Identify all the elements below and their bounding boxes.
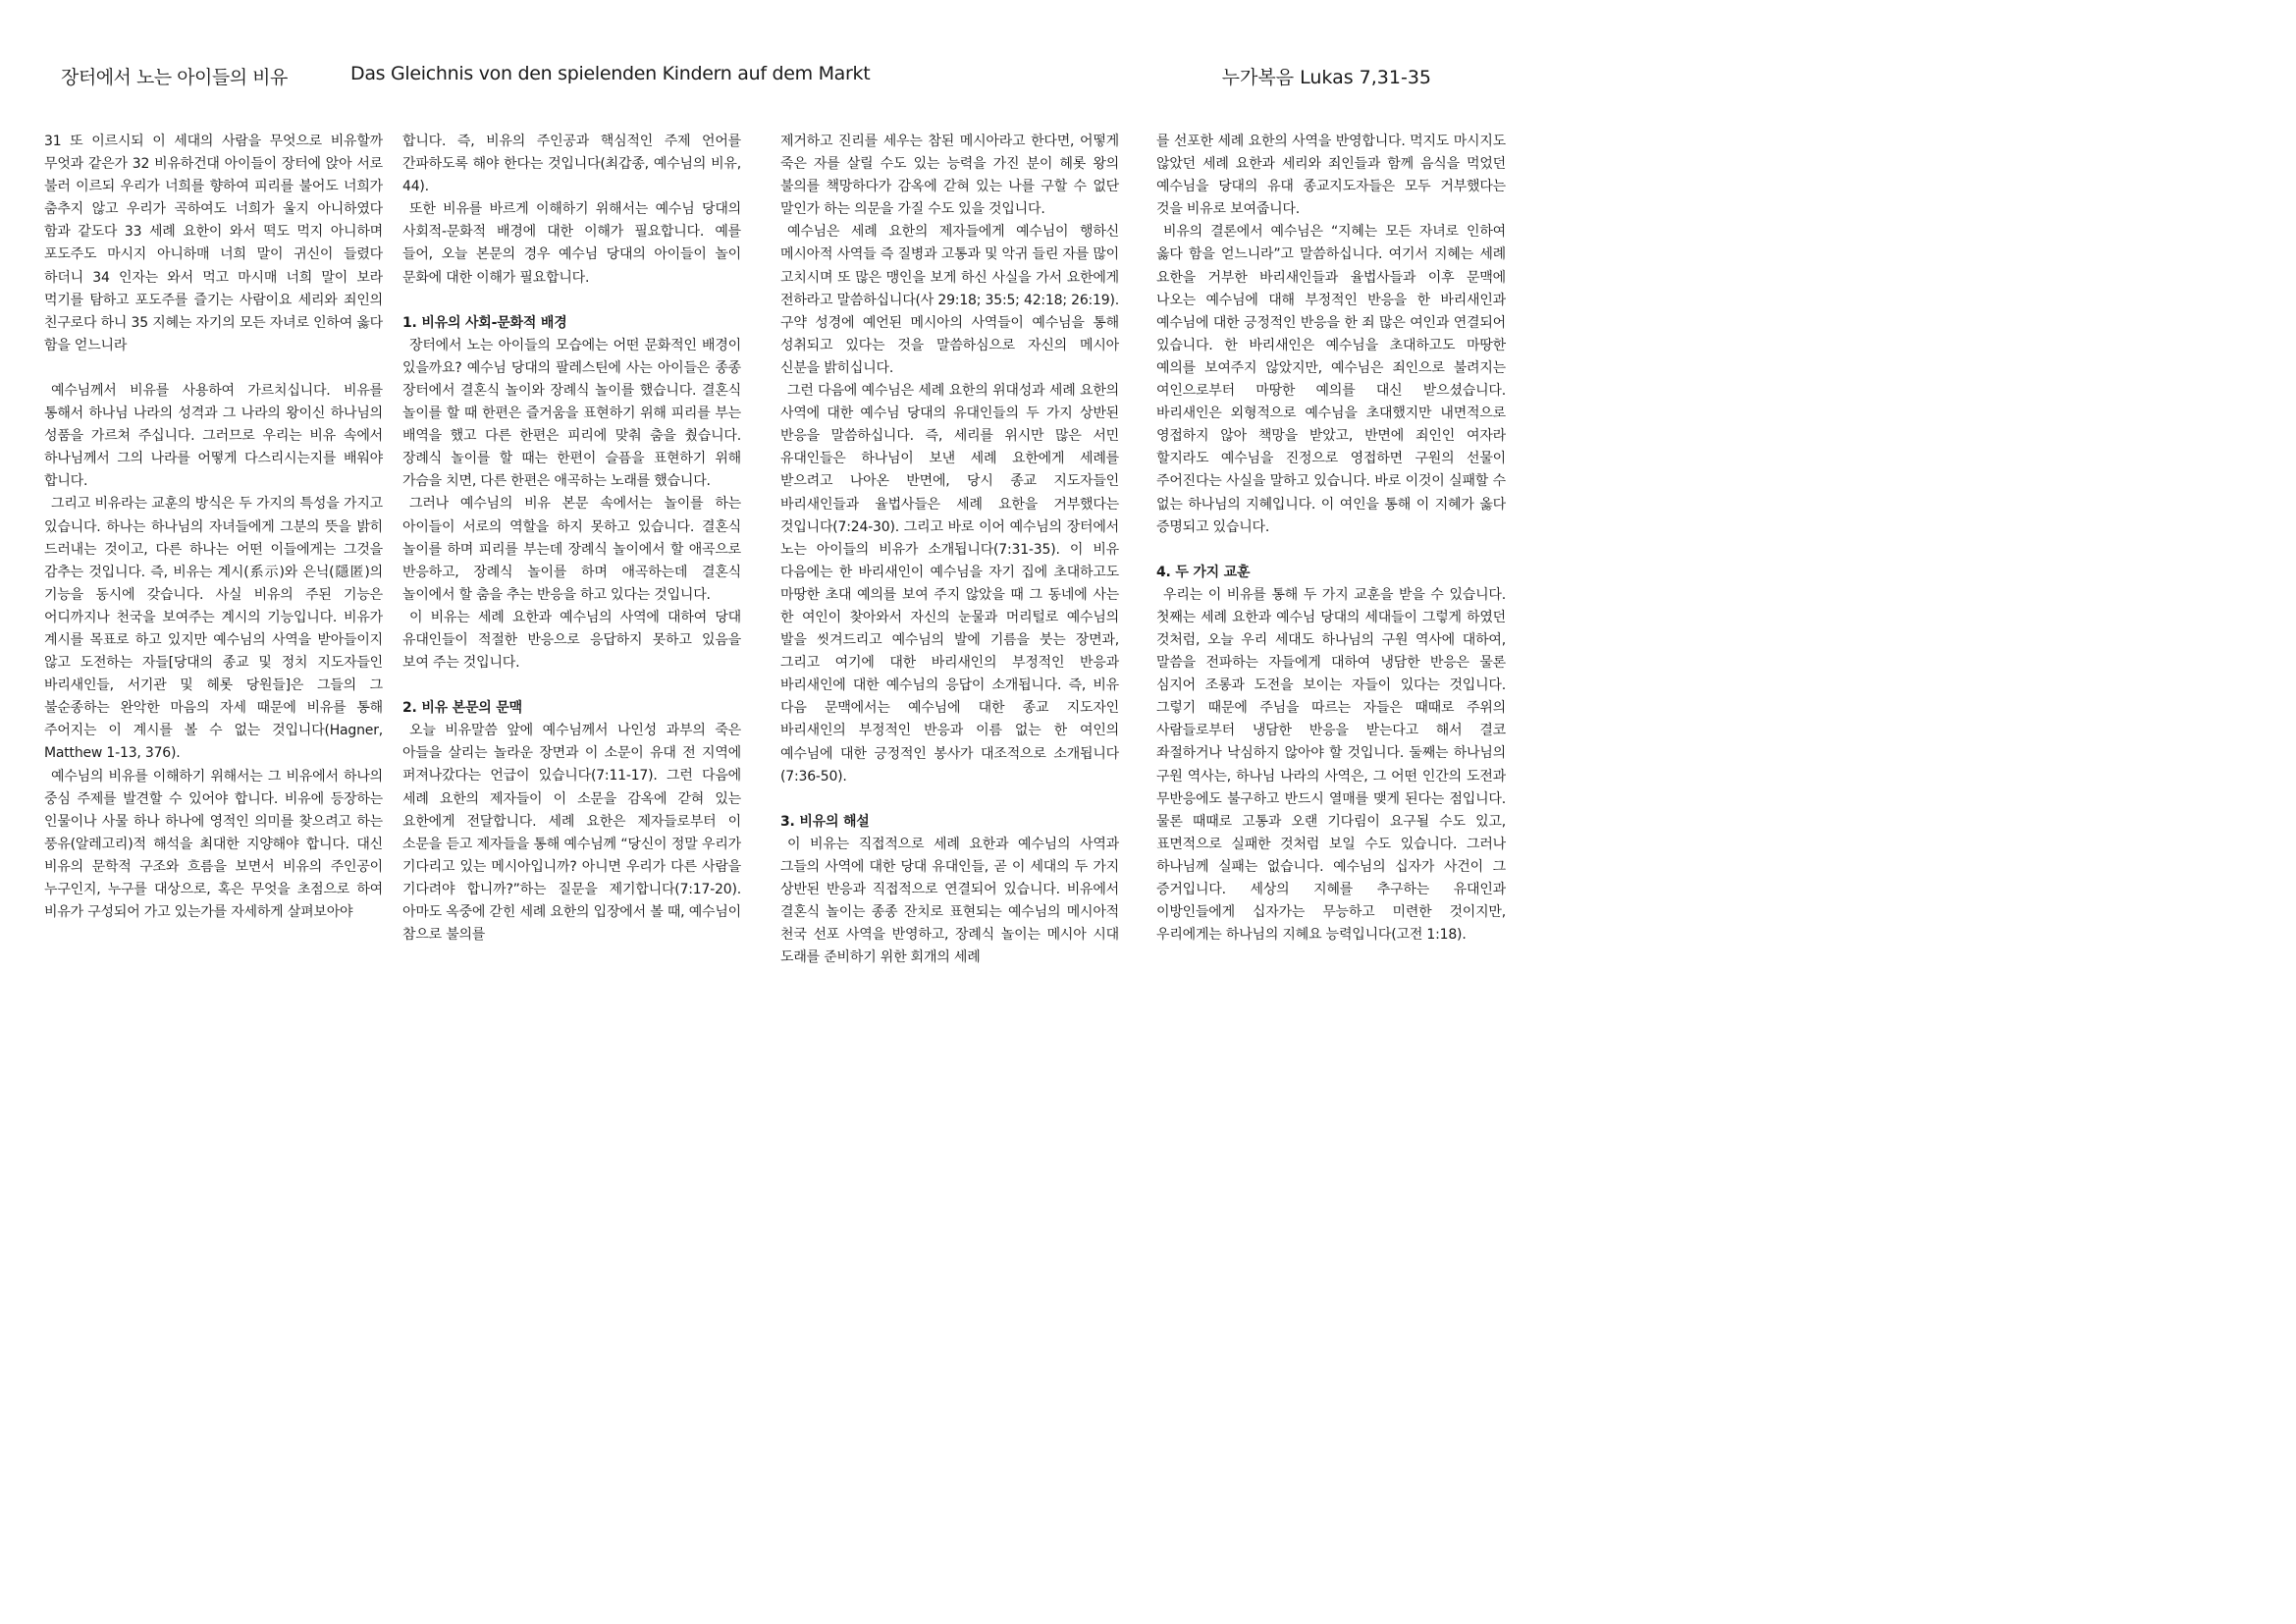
paragraph: 를 선포한 세례 요한의 사역을 반영합니다. 먹지도 마시지도 않았던 세례 요한과 세리와 죄인들과 함께 음식을 먹었던 예수님을 당대의 유대 종교지도자들은 모두 거부했다는 것을 비유로 보여줍니다.	[1156, 134, 1506, 218]
title-german: Das Gleichnis von den spielenden Kindern auf dem Markt	[350, 63, 871, 84]
paragraph: 예수님께서 비유를 사용하여 가르치십니다. 비유를 통해서 하나님 나라의 성격과 그 나라의 왕이신 하나님의 성품을 가르쳐 주십니다. 그러므로 우리는 비유 속에서 하나님께서 그의 나라를 어떻게 다스리시는지를 배워야 합니다.	[44, 382, 383, 490]
scripture-reference: 누가복음 Lukas 7,31-35	[1221, 67, 1431, 88]
paragraph: 그리고 비유라는 교훈의 방식은 두 가지의 특성을 가지고 있습니다. 하나는 하나님의 자녀들에게 그분의 뜻을 밝히 드러내는 것이고, 다른 하나는 어떤 이들에게는 그것을 감추는 것입니다. 즉, 비유는 계시(系示)와 은닉(隱匿)의 기능을 동시에 갖습니다. 사실 비유의 주된 기능은 어디까지나 천국을 보여주는 계시의 기능입니다. 비유가 계시를 목표로 하고 있지만 예수님의 사역을 받아들이지 않고 도전하는 자들[당대의 종교 및 정치 지도자들인 바리새인들, 서기관 및 헤롯 당원들]은 그들의 그 불순종하는 완악한 마음의 자세 때문에 비유를 통해 주어지는 이 계시를 볼 수 없는 것입니다(Hagner, Matthew 1-13, 376).	[44, 496, 383, 762]
paragraph: 또한 비유를 바르게 이해하기 위해서는 예수님 당대의 사회적-문화적 배경에 대한 이해가 필요합니다. 예를 들어, 오늘 본문의 경우 예수님 당대의 아이들이 놀이 문화에 대한 이해가 필요합니다.	[402, 201, 741, 286]
paragraph: 합니다. 즉, 비유의 주인공과 핵심적인 주제 언어를 간파하도록 해야 한다는 것입니다(최갑종, 예수님의 비유, 44).	[402, 134, 741, 195]
paragraph: 제거하고 진리를 세우는 참된 메시아라고 한다면, 어떻게 죽은 자를 살릴 수도 있는 능력을 가진 분이 헤롯 왕의 불의를 책망하다가 감옥에 갇혀 있는 나를 구할 수 없단 말인가 하는 의문을 가질 수도 있을 것입니다.	[780, 134, 1119, 218]
column-1	[44, 131, 383, 924]
section-heading-4: 4. 두 가지 교훈	[1156, 564, 1251, 580]
paragraph: 그런 다음에 예수님은 세례 요한의 위대성과 세례 요한의 사역에 대한 예수님 당대의 유대인들의 두 가지 상반된 반응을 말씀하십니다. 즉, 세리를 위시만 많은 서민 유대인들은 하나님이 보낸 세례 요한에게 세례를 받으려고 나아온 반면에, 당시 종교 지도자들인 바리새인들과 율법사들은 세례 요한을 거부했다는 것입니다(7:24-30). 그리고 바로 이어 예수님의 장터에서 노는 아이들의 비유가 소개됩니다(7:31-35). 이 비유 다음에는 한 바리새인이 예수님을 자기 집에 초대하고도 마땅한 초대 예의를 보여 주지 않았을 때 그 동네에 사는 한 여인이 찾아와서 자신의 눈물과 머리털로 예수님의 발을 씻겨드리고 예수님의 발에 기름을 붓는 장면과, 그리고 여기에 대한 바리새인의 부정적인 반응과 바리새인에 대한 예수님의 응답이 소개됩니다. 즉, 비유 다음 문맥에서는 예수님에 대한 종교 지도자인 바리새인의 부정적인 반응과 이름 없는 한 여인의 예수님에 대한 긍정적인 봉사가 대조적으로 소개됩니다(7:36-50).	[780, 383, 1119, 785]
paragraph: 오늘 비유말씀 앞에 예수님께서 나인성 과부의 죽은 아들을 살리는 놀라운 장면과 이 소문이 유대 전 지역에 퍼져나갔다는 언급이 있습니다(7:11-17). 그런 다음에 세례 요한의 제자들이 이 소문을 감옥에 갇혀 있는 요한에게 전달합니다. 세례 요한은 제자들로부터 이 소문을 듣고 제자들을 통해 예수님께 “당신이 정말 우리가 기다리고 있는 메시아입니까? 아니면 우리가 다른 사람을 기다려야 합니까?”하는 질문을 제기합니다(7:17-20). 아마도 옥중에 갇힌 세례 요한의 입장에서 볼 때, 예수님이 참으로 불의를	[402, 723, 741, 944]
paragraph: 우리는 이 비유를 통해 두 가지 교훈을 받을 수 있습니다. 첫째는 세례 요한과 예수님 당대의 세대들이 그렇게 하였던 것처럼, 오늘 우리 세대도 하나님의 구원 역사에 대하여, 말씀을 전파하는 자들에게 대하여 냉담한 반응은 물론 심지어 조롱과 도전을 보이는 자들이 있다는 것입니다. 그렇기 때문에 주님을 따르는 자들은 때때로 주위의 사람들로부터 냉담한 반응을 받는다고 해서 결코 좌절하거나 낙심하지 않아야 할 것입니다. 둘째는 하나님의 구원 역사는, 하나님 나라의 사역은, 그 어떤 인간의 도전과 무반응에도 불구하고 반드시 열매를 맺게 된다는 점입니다. 물론 때때로 고통과 오랜 기다림이 요구될 수도 있고, 표면적으로 실패한 것처럼 보일 수도 있습니다. 그러나 하나님께 실패는 없습니다. 예수님의 십자가 사건이 그 증거입니다. 세상의 지혜를 추구하는 유대인과 이방인들에게 십자가는 무능하고 미련한 것이지만, 우리에게는 하나님의 지혜요 능력입니다(고전 1:18).	[1156, 586, 1506, 944]
title-korean: 장터에서 노는 아이들의 비유	[61, 67, 288, 88]
paragraph: 그러나 예수님의 비유 본문 속에서는 놀이를 하는 아이들이 서로의 역할을 하지 못하고 있습니다. 결혼식 놀이를 하며 피리를 부는데 장례식 놀이에서 할 애곡으로 반응하고, 장례식 놀이를 하며 애곡하는데 결혼식 놀이에서 할 춤을 추는 반응을 하고 있다는 것입니다.	[402, 496, 741, 603]
section-heading-2: 2. 비유 본문의 문맥	[402, 700, 522, 717]
section-heading-3: 3. 비유의 해설	[780, 813, 870, 830]
paragraph: 예수님의 비유를 이해하기 위해서는 그 비유에서 하나의 중심 주제를 발견할 수 있어야 합니다. 비유에 등장하는 인물이나 사물 하나 하나에 영적인 의미를 찾으려고 하는 풍유(알레고리)적 해석을 최대한 지양해야 합니다. 대신 비유의 문학적 구조와 흐름을 보면서 비유의 주인공이 누구인지, 누구를 대상으로, 혹은 무엇을 초점으로 하여 비유가 구성되어 가고 있는가를 자세하게 살펴보아야	[44, 768, 383, 921]
paragraph: 이 비유는 직접적으로 세례 요한과 예수님의 사역과 그들의 사역에 대한 당대 유대인들, 곧 이 세대의 두 가지 상반된 반응과 직접적으로 연결되어 있습니다. 비유에서 결혼식 놀이는 종종 잔치로 표현되는 예수님의 메시아적 천국 선포 사역을 반영하고, 장례식 놀이는 메시아 시대 도래를 준비하기 위한 회개의 세례	[780, 836, 1119, 966]
paragraph: 장터에서 노는 아이들의 모습에는 어떤 문화적인 배경이 있을까요? 예수님 당대의 팔레스틴에 사는 아이들은 종종 장터에서 결혼식 놀이와 장례식 놀이를 했습니다. 결혼식 놀이를 할 때 한편은 즐거움을 표현하기 위해 피리를 부는 배역을 했고 다른 한편은 피리에 맞춰 춤을 췄습니다. 장례식 놀이를 할 때는 한편이 슬픔을 표현하기 위해 가슴을 치면, 다른 한편은 애곡하는 노래를 했습니다.	[402, 337, 741, 490]
page-header	[0, 63, 1539, 96]
section-heading-1: 1. 비유의 사회-문화적 배경	[402, 314, 567, 331]
column-3	[780, 131, 1119, 969]
column-4	[1156, 131, 1506, 947]
column-2	[402, 131, 741, 947]
scripture-text: 31 또 이르시되 이 세대의 사람을 무엇으로 비유할까 무엇과 같은가 32 비유하건대 아이들이 장터에 앉아 서로 불러 이르되 우리가 너희를 향하여 피리를 불어도 너희가 춤추지 않고 우리가 곡하여도 너희가 울지 아니하였다 함과 같도다 33 세례 요한이 와서 떡도 먹지 아니하며 포도주도 마시지 아니하매 너희 말이 귀신이 들렸다 하더니 34 인자는 와서 먹고 마시매 너희 말이 보라 먹기를 탐하고 포도주를 즐기는 사람이요 세리와 죄인의 친구로다 하니 35 지혜는 자기의 모든 자녀로 인하여 옳다 함을 얻느니라	[44, 134, 383, 353]
paragraph: 비유의 결론에서 예수님은 “지혜는 모든 자녀로 인하여 옳다 함을 얻느니라”고 말씀하십니다. 여기서 지혜는 세례 요한을 거부한 바리새인들과 율법사들과 이후 문맥에 나오는 예수님에 대해 부정적인 반응을 한 바리새인과 예수님에 대한 긍정적인 반응을 한 죄 많은 여인과 연결되어 있습니다. 한 바리새인은 예수님을 초대하고도 마땅한 예의를 보여주지 않았지만, 예수님은 죄인으로 불려지는 여인으로부터 마땅한 예의를 대신 받으셨습니다. 바리새인은 외형적으로 예수님을 초대했지만 내면적으로 영접하지 않아 책망을 받았고, 반면에 죄인인 여자라 할지라도 예수님을 진정으로 영접하면 구원의 선물이 주어진다는 사실을 말하고 있습니다. 바로 이것이 실패할 수 없는 하나님의 지혜입니다. 이 여인을 통해 이 지혜가 옳다 증명되고 있습니다.	[1156, 224, 1506, 535]
paragraph: 예수님은 세례 요한의 제자들에게 예수님이 행하신 메시아적 사역들 즉 질병과 고통과 및 악귀 들린 자를 많이 고치시며 또 많은 맹인을 보게 하신 사실을 가서 요한에게 전하라고 말씀하십니다(사 29:18; 35:5; 42:18; 26:19). 구약 성경에 예언된 메시아의 사역들이 예수님을 통해 성취되고 있다는 것을 말씀하심으로 자신의 메시아 신분을 밝히십니다.	[780, 224, 1119, 376]
paragraph: 이 비유는 세례 요한과 예수님의 사역에 대하여 당대 유대인들이 적절한 반응으로 응답하지 못하고 있음을 보여 주는 것입니다.	[402, 609, 741, 672]
